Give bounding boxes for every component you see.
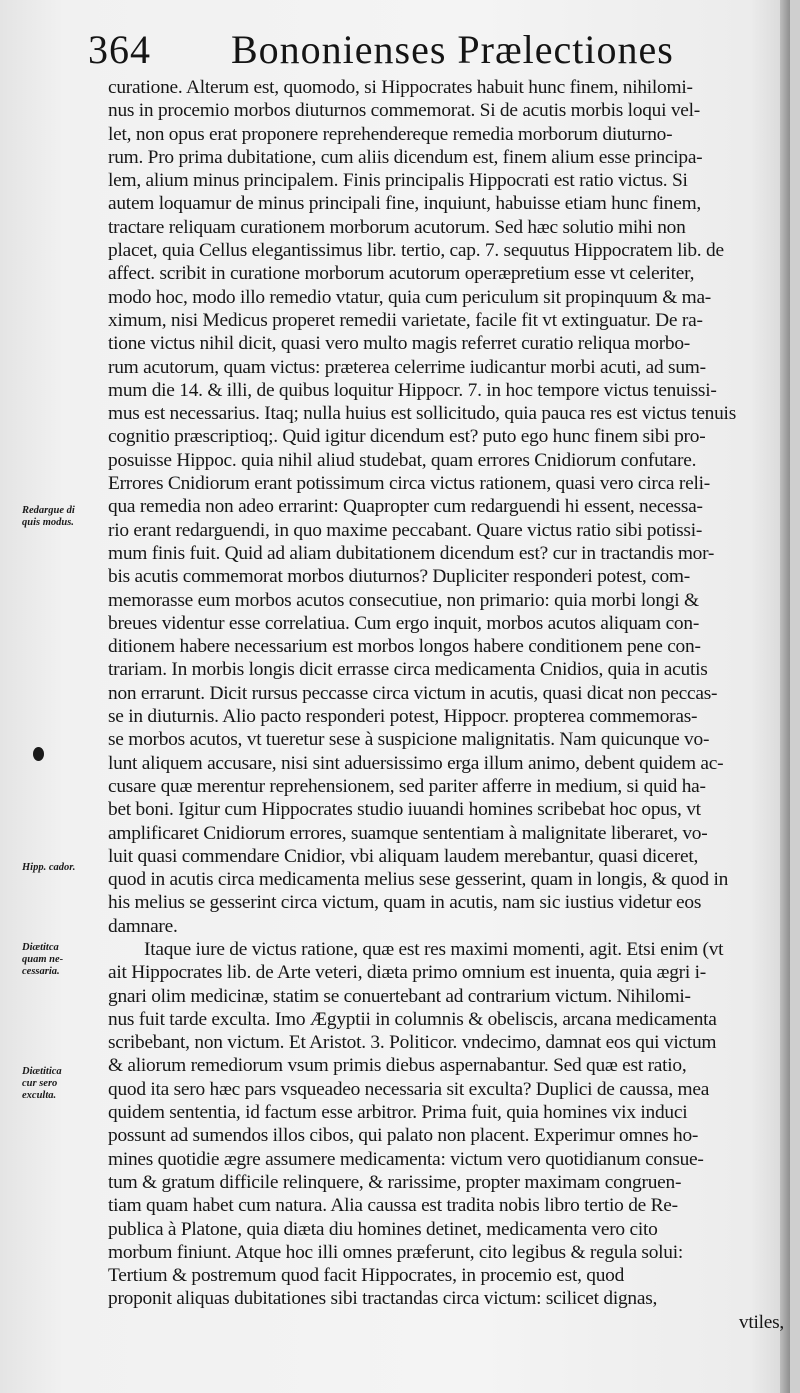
- text-line: bet boni. Igitur cum Hippocrates studio iuuandi homines scribebat hoc opus, vt: [108, 799, 701, 821]
- text-line: & aliorum remediorum vsum primis diebus aspernabantur. Sed quæ est ratio,: [108, 1055, 687, 1077]
- catchword: vtiles,: [738, 1311, 784, 1333]
- text-line: mines quotidie ægre assumere medicamenta: victum vero quotidianum consue-: [108, 1148, 704, 1170]
- text-line: lem, alium minus principalem. Finis principalis Hippocrati est ratio victus. Si: [108, 170, 688, 192]
- running-title: Bononienses Prælectiones: [231, 27, 674, 72]
- text-line: let, non opus erat proponere reprehendereque remedia morborum diuturno-: [108, 123, 673, 145]
- text-line: posuisse Hippoc. quia nihil aliud studebat, quam errores Cnidiorum confutare.: [108, 449, 697, 471]
- text-line: affect. scribit in curatione morborum acutorum operæpretium esse vt celeriter,: [108, 263, 695, 285]
- text-line: mus est necessarius. Itaq; nulla huius est sollicitudo, quia pauca res est victus tenuis: [108, 403, 736, 425]
- text-line: quidem sententia, id factum esse arbitror. Prima fuit, quia homines vix induci: [108, 1102, 688, 1124]
- text-line: se in diuturnis. Alio pacto responderi potest, Hippocr. propterea commemoras-: [108, 706, 698, 728]
- text-line: luit quasi commendare Cnidior, vbi aliquam laudem merebantur, quasi diceret,: [108, 845, 699, 867]
- text-line: breues videntur esse correlatiua. Cum ergo inquit, morbos acutos aliquam con-: [108, 612, 700, 634]
- margin-note-line: Hipp. cador.: [22, 862, 76, 873]
- text-line: se morbos acutos, vt tueretur sese à suspicione malignitatis. Nam quicunque vo-: [108, 729, 710, 751]
- margin-note-line: Diætitica: [22, 1066, 62, 1077]
- text-line: tractare reliquam curationem morborum acutorum. Sed hæc solutio mihi non: [108, 216, 686, 238]
- text-line: cognitio præscriptioq;. Quid igitur dicendum est? puto ego hunc finem sibi pro-: [108, 426, 706, 448]
- text-line: quod ita sero hæc pars vsqueadeo necessaria sit exculta? Duplici de caussa, mea: [108, 1078, 710, 1100]
- text-line: rio erant redarguendi, in quo maxime peccabant. Quare victus ratio sibi potissi-: [108, 519, 703, 541]
- text-line: tione victus nihil dicit, quasi vero multo magis referret curatio reliqua morbo-: [108, 333, 691, 355]
- text-line: Itaque iure de victus ratione, quæ est res maximi momenti, agit. Etsi enim (vt: [144, 938, 724, 960]
- margin-note-line: cur sero: [22, 1078, 58, 1089]
- body-text: [108, 76, 784, 1334]
- text-line: mum finis fuit. Quid ad aliam dubitationem dicendum est? cur in tractandis mor-: [108, 542, 715, 564]
- text-line: Tertium & postremum quod facit Hippocrates, in procemio est, quod: [108, 1265, 625, 1287]
- text-line: lunt aliquem accusare, nisi sint aduersissimo erga illum animo, debent quidem ac-: [108, 752, 724, 774]
- margin-note-redarguendi: [22, 505, 110, 529]
- text-line: Errores Cnidiorum erant potissimum circa victus rationem, quasi vero circa reli-: [108, 473, 710, 495]
- text-line: memorasse eum morbos acutos consecutiue, non primario: quia morbi longi &: [108, 589, 699, 611]
- margin-note-line: Diætitca: [22, 942, 59, 953]
- text-line: non errarunt. Dicit rursus peccasse circa victum in acutis, quasi dicat non peccas-: [108, 682, 718, 704]
- text-line: quod in acutis circa medicamenta melius sese gesserint, quam in longis, & quod in: [108, 869, 729, 891]
- ink-blot: [33, 747, 44, 761]
- margin-note-line: exculta.: [22, 1090, 57, 1101]
- text-line: nus in procemio morbos diuturnos commemorat. Si de acutis morbis loqui vel-: [108, 100, 700, 122]
- text-line: ait Hippocrates lib. de Arte veteri, diæta primo omnium est inuenta, quia ægri i-: [108, 962, 706, 984]
- text-line: publica à Platone, quia diæta diu homines detinet, medicamenta vero cito: [108, 1218, 658, 1240]
- margin-note-diaetetica-necessaria: [22, 942, 110, 978]
- text-line: autem loquamur de minus principali fine, inquiunt, habuisse etiam hunc finem,: [108, 193, 702, 215]
- margin-note-line: quis modus.: [22, 517, 74, 528]
- text-line: mum die 14. & illi, de quibus loquitur Hippocr. 7. in hoc tempore victus tenuissi-: [108, 379, 717, 401]
- text-line: bis acutis commemorat morbos diuturnos? Dupliciter responderi potest, com-: [108, 566, 690, 588]
- text-line: cusare quæ merentur reprehensionem, sed pariter afferre in medium, si quid ha-: [108, 775, 706, 797]
- text-line: tiam quam habet cum natura. Alia caussa est tradita nobis libro tertio de Re-: [108, 1195, 678, 1217]
- text-line: proponit aliquas dubitationes sibi tractandas circa victum: scilicet dignas,: [108, 1288, 658, 1310]
- text-line: trariam. In morbis longis dicit errasse circa medicamenta Cnidios, quia in acutis: [108, 659, 708, 681]
- text-line: morbum finiunt. Atque hoc illi omnes præferunt, cito legibus & regula solui:: [108, 1241, 684, 1263]
- page-header: [88, 18, 768, 80]
- text-line: qua remedia non adeo errarint: Quapropter cum redarguendi hi essent, necessa-: [108, 496, 703, 518]
- page-number: 364: [88, 27, 151, 72]
- margin-note-line: quam ne-: [22, 954, 64, 965]
- text-line: scribebant, non victum. Et Aristot. 3. Politicor. vndecimo, damnat eos qui victum: [108, 1032, 717, 1054]
- text-line: his melius se gesserint circa victum, quam in acutis, nam sic iustius videtur eos: [108, 892, 702, 914]
- text-line: tum & gratum difficile relinquere, & rarissime, propter maximam congruen-: [108, 1171, 682, 1193]
- text-line: rum. Pro prima dubitatione, cum aliis dicendum est, finem alium esse principa-: [108, 146, 703, 168]
- text-line: modo hoc, modo illo remedio vtatur, quia cum periculum sit propinquum & ma-: [108, 286, 712, 308]
- text-line: damnare.: [108, 915, 178, 937]
- text-line: curatione. Alterum est, quomodo, si Hippocrates habuit hunc finem, nihilomi-: [108, 77, 693, 98]
- text-line: ximum, nisi Medicus properet remedii varietate, facile fit vt extinguatur. De ra-: [108, 309, 703, 331]
- text-line: rum acutorum, quam victus: præterea celerrime iudicantur morbi acuti, ad sum-: [108, 356, 706, 378]
- text-line: possunt ad sumendos illos cibos, qui palato non placent. Experimur omnes ho-: [108, 1125, 699, 1147]
- margin-note-diaetetica-exculta: [22, 1066, 110, 1102]
- text-line: amplificaret Cnidiorum errores, suamque sententiam à malignitate liberaret, vo-: [108, 822, 708, 844]
- text-line: placet, quia Cellus elegantissimus libr. tertio, cap. 7. sequutus Hippocratem lib. de: [108, 240, 724, 262]
- text-line: gnari olim medicinæ, statim se conuertebant ad contrarium victum. Nihilomi-: [108, 985, 691, 1007]
- margin-note-line: cessaria.: [22, 966, 60, 977]
- margin-note-hippocrates: [22, 862, 110, 874]
- text-line: ditionem habere necessarium est morbos longos habere conditionem pene con-: [108, 636, 701, 658]
- text-line: nus fuit tarde exculta. Imo Ægyptii in columnis & obeliscis, arcana medicamenta: [108, 1008, 717, 1030]
- margin-note-line: Redargue di: [22, 505, 75, 516]
